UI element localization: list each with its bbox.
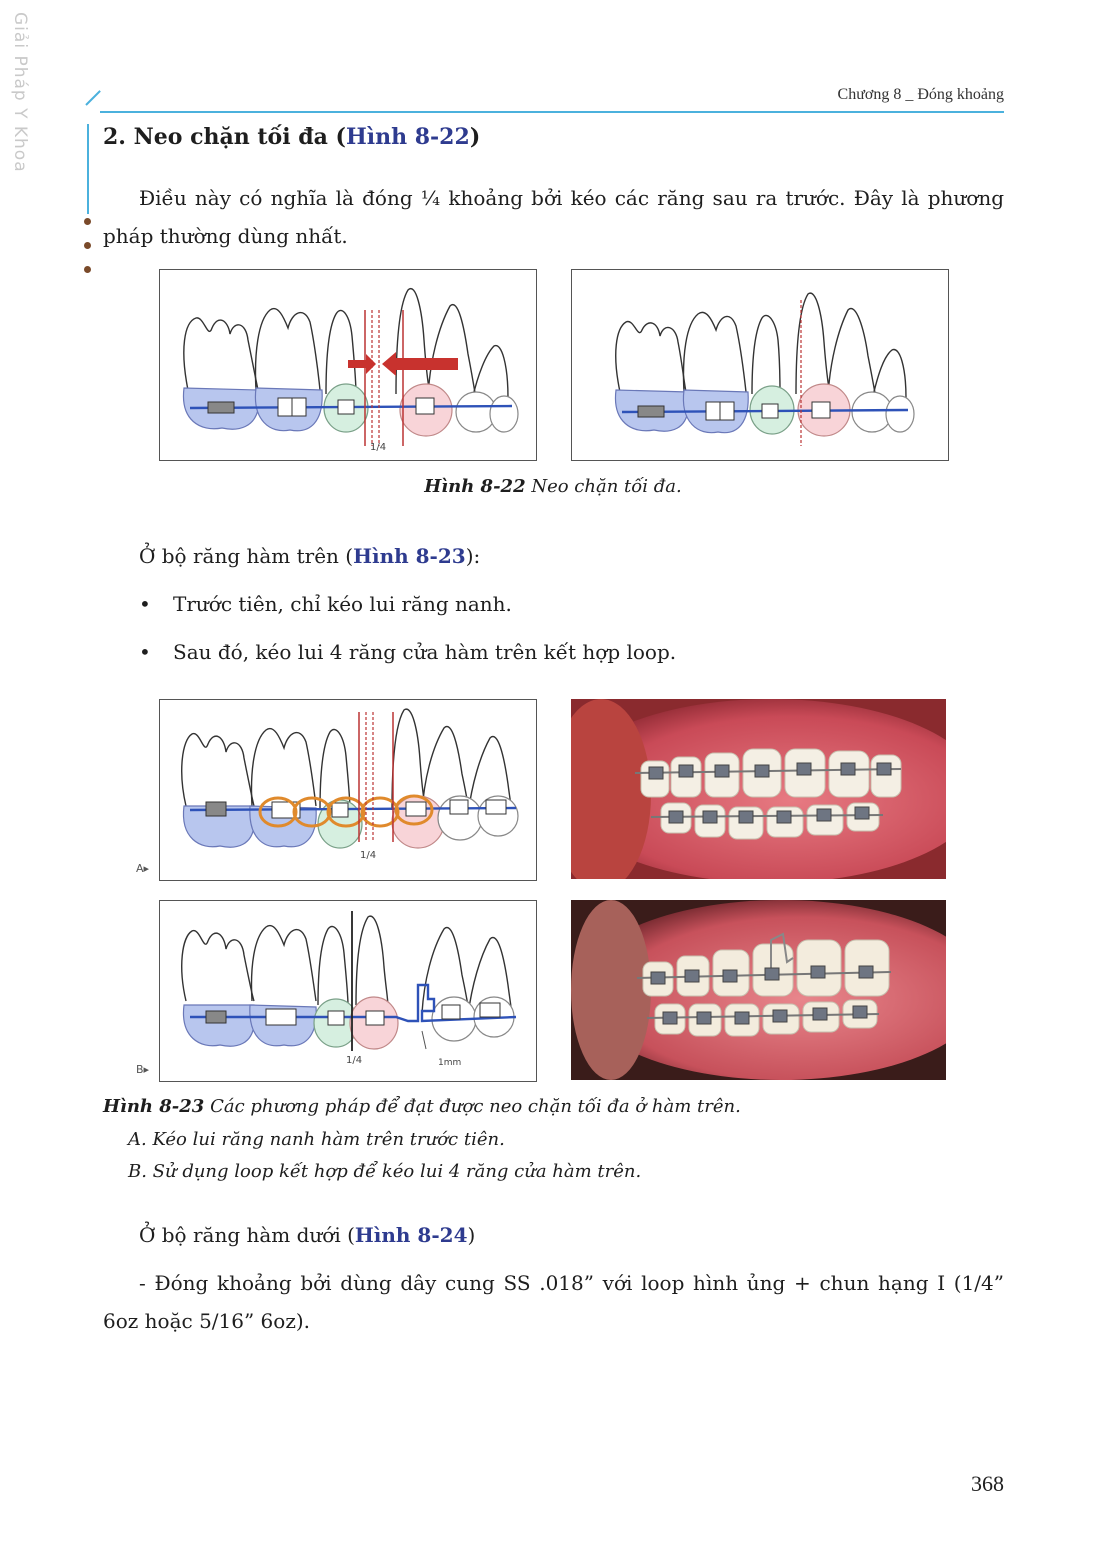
section-heading xyxy=(103,124,480,150)
figure-link[interactable]: Hình 8-24 xyxy=(354,1223,468,1247)
tooth-diagram-closing xyxy=(160,270,536,460)
figure-822-caption-label: Hình 8-22 xyxy=(424,476,526,497)
figure-823-caption-label: Hình 8-23 xyxy=(103,1096,205,1117)
figure-823-a-photo xyxy=(571,699,946,879)
margin-dot xyxy=(84,218,91,225)
figure-822-caption xyxy=(0,476,1106,497)
intraoral-photo-a xyxy=(571,699,946,879)
intro-paragraph: Điều này có nghĩa là đóng ¼ khoảng bởi kéo các răng sau ra trước. Đây là phương pháp thường dùng nhất. xyxy=(103,186,1004,248)
figure-link[interactable]: Hình 8-22 xyxy=(345,124,470,150)
fraction-label: 1/4 xyxy=(346,1055,363,1066)
margin-dot xyxy=(84,242,91,249)
tooth-diagram-closed xyxy=(572,270,948,460)
panel-a-label: A▸ xyxy=(136,862,150,875)
figure-822-caption-text: Neo chặn tối đa. xyxy=(525,476,682,497)
panel-b-label: B▸ xyxy=(136,1063,150,1076)
section-number: 2. xyxy=(103,124,126,150)
header-corner xyxy=(85,90,101,106)
figure-823-b-photo xyxy=(571,900,946,1080)
margin-dot xyxy=(84,266,91,273)
lower-lead-suffix: ) xyxy=(467,1223,476,1247)
upper-lead xyxy=(139,537,480,575)
loop-label: 1mm xyxy=(438,1058,462,1068)
chapter-header: Chương 8 _ Đóng khoảng xyxy=(837,86,1004,103)
intraoral-photo-b xyxy=(571,900,946,1080)
tooth-diagram-a xyxy=(160,700,536,880)
list-item: • Trước tiên, chỉ kéo lui răng nanh. xyxy=(139,580,999,628)
arrow-left xyxy=(382,352,458,376)
section-title: Neo chặn tối đa ( xyxy=(133,124,346,150)
lower-lead xyxy=(139,1216,475,1254)
page-number: 368 xyxy=(971,1471,1004,1496)
list-item: • Sau đó, kéo lui 4 răng cửa hàm trên kết hợp loop. xyxy=(139,628,999,676)
figure-822-right xyxy=(571,269,949,461)
figure-822-left xyxy=(159,269,537,461)
fraction-label: 1/4 xyxy=(370,442,387,453)
lower-lead-text: Ở bộ răng hàm dưới ( xyxy=(139,1223,355,1247)
side-watermark: Giải Pháp Y Khoa xyxy=(10,12,30,173)
figure-823-a-diagram xyxy=(159,699,537,881)
figure-823-caption-a: A. Kéo lui răng nanh hàm trên trước tiên. xyxy=(128,1129,505,1150)
margin-rule xyxy=(87,124,89,214)
upper-lead-suffix: ): xyxy=(465,544,481,568)
figure-823-caption-text: Các phương pháp để đạt được neo chặn tối đa ở hàm trên. xyxy=(204,1096,741,1117)
figure-823-caption xyxy=(103,1096,1003,1117)
lower-paragraph: - Đóng khoảng bởi dùng dây cung SS .018” với loop hình ủng + chun hạng I (1/4” 6oz hoặc 5/16” 6oz). xyxy=(103,1271,1004,1333)
header-rule xyxy=(100,111,1004,113)
upper-bullet-list xyxy=(139,580,999,676)
figure-823-b-diagram xyxy=(159,900,537,1082)
figure-link[interactable]: Hình 8-23 xyxy=(353,544,466,568)
fraction-label: 1/4 xyxy=(360,850,377,861)
tooth-diagram-b xyxy=(160,901,536,1081)
figure-823-caption-b: B. Sử dụng loop kết hợp để kéo lui 4 răng cửa hàm trên. xyxy=(128,1161,642,1182)
section-close: ) xyxy=(469,124,481,150)
upper-lead-text: Ở bộ răng hàm trên ( xyxy=(139,544,354,568)
